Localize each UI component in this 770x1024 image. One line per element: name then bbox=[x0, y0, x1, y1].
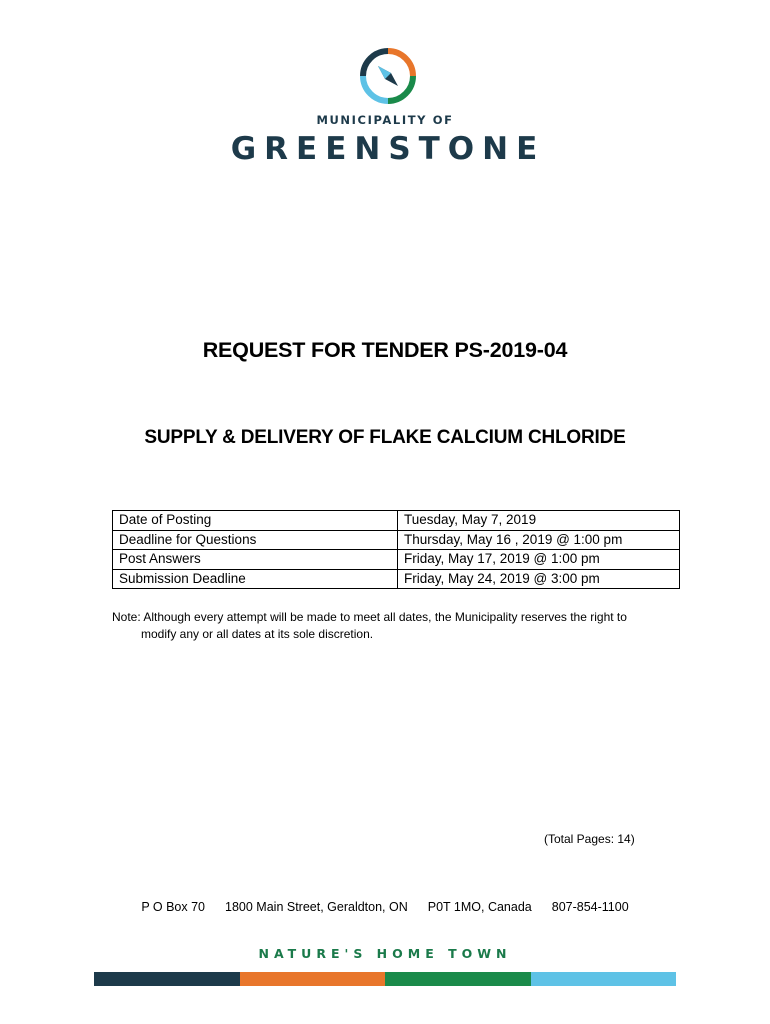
color-bar-segment bbox=[240, 972, 386, 986]
org-name-prefix: MUNICIPALITY OF bbox=[316, 113, 454, 127]
total-pages: (Total Pages: 14) bbox=[544, 832, 635, 846]
schedule-label: Date of Posting bbox=[113, 511, 398, 531]
table-row bbox=[113, 511, 680, 531]
dates-note bbox=[112, 609, 672, 643]
org-name: GREENSTONE bbox=[230, 131, 546, 167]
color-bar-segment bbox=[531, 972, 677, 986]
document-subtitle: SUPPLY & DELIVERY OF FLAKE CALCIUM CHLORIDE bbox=[144, 427, 626, 448]
postal-code: P0T 1MO, Canada bbox=[427, 900, 532, 914]
document-title: REQUEST FOR TENDER PS-2019-04 bbox=[202, 338, 568, 362]
compass-logo-icon bbox=[358, 46, 418, 106]
note-line-1: Note: Although every attempt will be made to meet all dates, the Municipality reserves the right to bbox=[112, 610, 627, 624]
tagline: NATURE'S HOME TOWN bbox=[258, 946, 512, 961]
brand-color-bar bbox=[94, 972, 676, 986]
schedule-table bbox=[112, 510, 680, 589]
schedule-value: Tuesday, May 7, 2019 bbox=[398, 511, 680, 531]
schedule-value: Thursday, May 16 , 2019 @ 1:00 pm bbox=[398, 530, 680, 550]
phone-number: 807-854-1100 bbox=[551, 900, 629, 914]
color-bar-segment bbox=[94, 972, 240, 986]
schedule-label: Submission Deadline bbox=[113, 569, 398, 589]
schedule-value: Friday, May 17, 2019 @ 1:00 pm bbox=[398, 550, 680, 570]
schedule-label: Post Answers bbox=[113, 550, 398, 570]
table-row bbox=[113, 530, 680, 550]
schedule-label: Deadline for Questions bbox=[113, 530, 398, 550]
schedule-value: Friday, May 24, 2019 @ 3:00 pm bbox=[398, 569, 680, 589]
po-box: P O Box 70 bbox=[141, 900, 206, 914]
table-row bbox=[113, 569, 680, 589]
street-address: 1800 Main Street, Geraldton, ON bbox=[225, 900, 408, 914]
footer-address bbox=[0, 900, 770, 914]
note-line-2: modify any or all dates at its sole discretion. bbox=[141, 627, 374, 641]
table-row bbox=[113, 550, 680, 570]
color-bar-segment bbox=[385, 972, 531, 986]
